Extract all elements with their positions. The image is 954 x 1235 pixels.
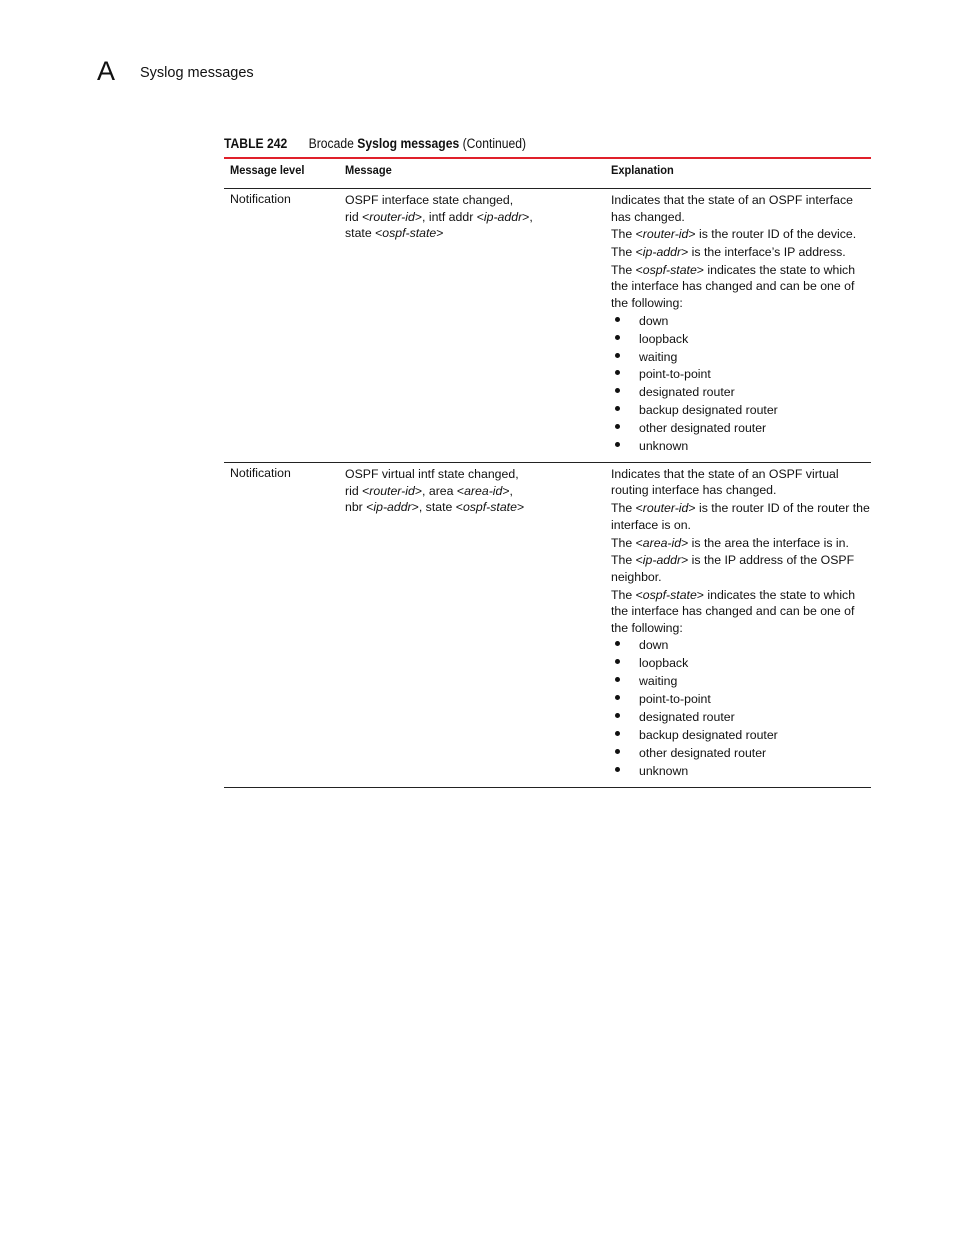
text-segment: Indicates that the state of an OSPF interface has changed. — [611, 193, 853, 224]
text-segment: state < — [345, 226, 383, 241]
state-bullet-item: waiting — [611, 673, 871, 691]
state-bullet-item: point-to-point — [611, 366, 871, 384]
placeholder-text: router-id — [642, 501, 689, 516]
placeholder-text: ip-addr — [642, 553, 682, 568]
message-line — [345, 483, 524, 500]
table-row — [224, 463, 871, 788]
state-bullet-item: down — [611, 313, 871, 331]
explanation-cell — [611, 463, 871, 787]
message-line — [345, 499, 524, 516]
state-bullet-item: backup designated router — [611, 402, 871, 420]
message-cell — [345, 192, 533, 242]
explanation-paragraph — [611, 500, 871, 533]
text-segment: > indicates the state to which the interface has changed and can be one of the following: — [611, 587, 856, 635]
placeholder-text: ip-addr — [642, 245, 682, 260]
message-line — [345, 209, 533, 226]
placeholder-text: router-id — [642, 227, 689, 242]
state-bullet-item: waiting — [611, 349, 871, 367]
text-segment: > is the interface’s IP address. — [681, 245, 846, 260]
table-body — [224, 189, 871, 788]
state-bullet-item: backup designated router — [611, 727, 871, 745]
message-level: Notification — [230, 192, 291, 206]
text-segment: OSPF interface state changed, — [345, 193, 514, 207]
text-segment: The < — [611, 245, 643, 260]
table-header — [224, 159, 871, 189]
section-title: Syslog messages — [140, 65, 254, 81]
state-bullet-item: designated router — [611, 709, 871, 727]
explanation-paragraph — [611, 466, 871, 499]
explanation-paragraph — [611, 535, 871, 552]
text-segment: > — [436, 226, 444, 241]
message-line — [345, 466, 524, 483]
state-bullet-item: point-to-point — [611, 691, 871, 709]
table-caption — [224, 136, 526, 151]
text-segment: > is the router ID of the router the interface is on. — [611, 501, 870, 532]
state-bullet-item: unknown — [611, 438, 871, 456]
text-segment: The < — [611, 553, 643, 568]
text-segment: > indicates the state to which the interface has changed and can be one of the following: — [611, 262, 856, 310]
text-segment: >, area < — [414, 483, 465, 498]
text-segment: > is the IP address of the OSPF neighbor. — [611, 553, 855, 584]
table-row — [224, 189, 871, 463]
text-segment: The < — [611, 227, 643, 242]
caption-pre: Brocade — [308, 136, 358, 151]
placeholder-text: router-id — [369, 483, 415, 498]
table-number: TABLE 242 — [224, 136, 288, 151]
text-segment: The < — [611, 262, 643, 277]
col-explanation: Explanation — [611, 163, 674, 177]
placeholder-text: ospf-state — [642, 262, 697, 277]
syslog-table — [224, 157, 871, 788]
state-bullet-item: down — [611, 637, 871, 655]
state-bullet-item: loopback — [611, 655, 871, 673]
text-segment: >, — [502, 483, 513, 498]
message-line — [345, 192, 533, 209]
explanation-paragraph — [611, 262, 871, 312]
text-segment: OSPF virtual intf state changed, — [345, 466, 519, 481]
placeholder-text: ospf-state — [382, 226, 437, 241]
text-segment: > is the router ID of the device. — [688, 227, 857, 242]
placeholder-text: ip-addr — [483, 209, 523, 224]
explanation-cell — [611, 189, 871, 462]
placeholder-text: router-id — [369, 209, 415, 224]
text-segment: > is the area the interface is in. — [681, 535, 849, 550]
state-bullet-item: loopback — [611, 331, 871, 349]
state-bullet-item: other designated router — [611, 745, 871, 763]
message-level: Notification — [230, 465, 291, 480]
chapter-letter: A — [97, 56, 116, 86]
text-segment: >, intf addr < — [414, 209, 484, 224]
state-bullet-item: unknown — [611, 763, 871, 781]
text-segment: rid < — [345, 209, 370, 224]
placeholder-text: ospf-state — [462, 500, 517, 515]
placeholder-text: area-id — [642, 535, 682, 550]
caption-post: (Continued) — [459, 136, 527, 151]
text-segment: rid < — [345, 483, 370, 498]
placeholder-text: ip-addr — [373, 500, 412, 515]
explanation-paragraph — [611, 192, 871, 225]
text-segment: nbr < — [345, 500, 374, 515]
explanation-paragraph — [611, 587, 871, 637]
col-message: Message — [345, 163, 392, 177]
message-line — [345, 225, 533, 242]
explanation-paragraph — [611, 244, 871, 261]
placeholder-text: ospf-state — [642, 587, 697, 602]
placeholder-text: area-id — [464, 483, 503, 498]
col-message-level: Message level — [230, 163, 305, 177]
message-cell — [345, 466, 524, 516]
caption-bold: Syslog messages — [357, 136, 460, 151]
state-bullet-item: other designated router — [611, 420, 871, 438]
explanation-paragraph — [611, 552, 871, 585]
text-segment: The < — [611, 501, 643, 516]
state-bullet-item: designated router — [611, 384, 871, 402]
explanation-paragraph — [611, 226, 871, 243]
text-segment: The < — [611, 587, 643, 602]
text-segment: > — [516, 500, 525, 515]
text-segment: Indicates that the state of an OSPF virtual routing interface has changed. — [611, 466, 839, 498]
text-segment: The < — [611, 535, 643, 550]
text-segment: >, — [522, 209, 533, 224]
text-segment: >, state < — [411, 500, 463, 515]
